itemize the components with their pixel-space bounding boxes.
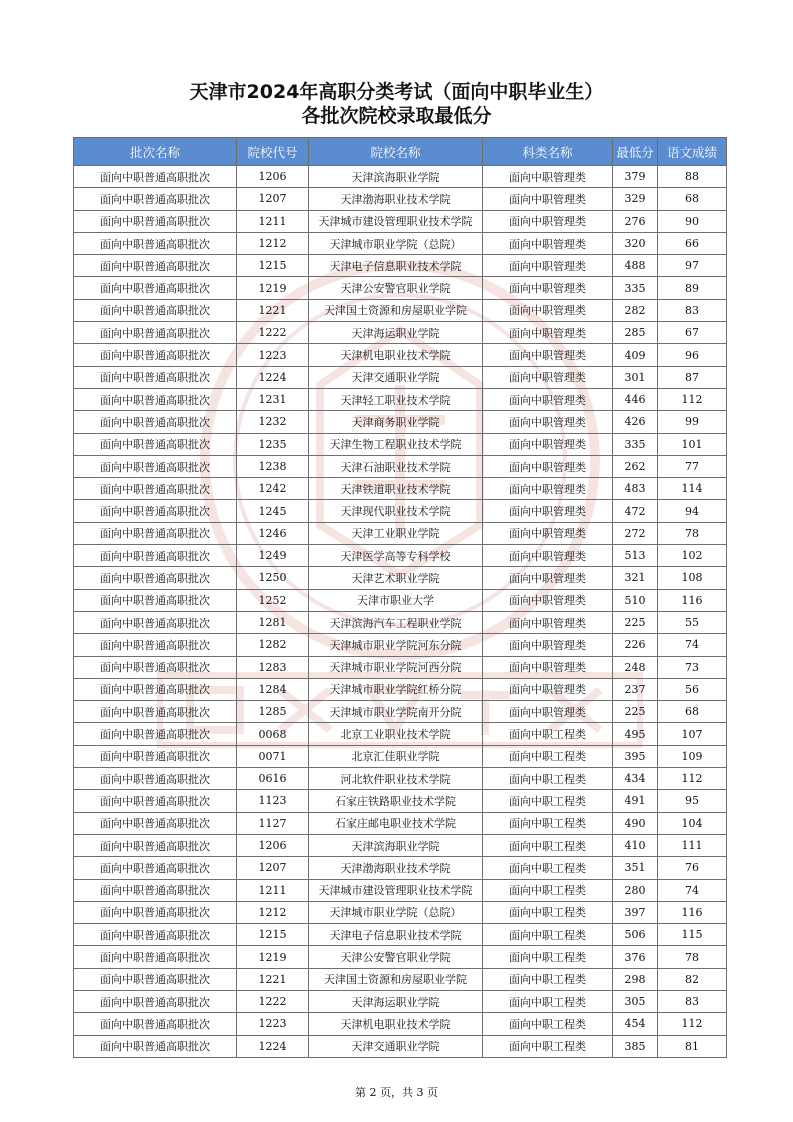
- cell-school-name: 天津公安警官职业学院: [309, 946, 483, 968]
- cell-batch: 面向中职普通高职批次: [74, 500, 237, 522]
- cell-min-score: 351: [613, 857, 658, 879]
- cell-school-name: 天津市职业大学: [309, 589, 483, 611]
- cell-chinese-score: 90: [658, 210, 727, 232]
- cell-school-name: 天津渤海职业技术学院: [309, 857, 483, 879]
- cell-min-score: 301: [613, 366, 658, 388]
- cell-min-score: 472: [613, 500, 658, 522]
- cell-school-name: 天津滨海职业学院: [309, 834, 483, 856]
- cell-category: 面向中职管理类: [483, 188, 613, 210]
- cell-school-name: 天津机电职业技术学院: [309, 344, 483, 366]
- cell-min-score: 320: [613, 232, 658, 254]
- cell-chinese-score: 81: [658, 1035, 727, 1057]
- page-footer: 第 2 页，共 3 页: [355, 1086, 438, 1099]
- cell-chinese-score: 78: [658, 522, 727, 544]
- cell-school-name: 天津城市职业学院（总院）: [309, 901, 483, 923]
- table-row: [74, 656, 727, 678]
- cell-chinese-score: 83: [658, 299, 727, 321]
- cell-chinese-score: 102: [658, 545, 727, 567]
- cell-school-code: 0071: [237, 745, 309, 767]
- table-row: [74, 879, 727, 901]
- table-row: [74, 411, 727, 433]
- table-row: [74, 366, 727, 388]
- cell-batch: 面向中职普通高职批次: [74, 545, 237, 567]
- cell-chinese-score: 112: [658, 388, 727, 410]
- cell-chinese-score: 68: [658, 701, 727, 723]
- table-row: [74, 812, 727, 834]
- cell-chinese-score: 78: [658, 946, 727, 968]
- cell-category: 面向中职管理类: [483, 611, 613, 633]
- cell-chinese-score: 96: [658, 344, 727, 366]
- cell-batch: 面向中职普通高职批次: [74, 701, 237, 723]
- table-row: [74, 188, 727, 210]
- cell-batch: 面向中职普通高职批次: [74, 277, 237, 299]
- cell-batch: 面向中职普通高职批次: [74, 589, 237, 611]
- cell-category: 面向中职管理类: [483, 277, 613, 299]
- cell-category: 面向中职工程类: [483, 924, 613, 946]
- table-row: [74, 455, 727, 477]
- cell-school-code: 1223: [237, 344, 309, 366]
- cell-batch: 面向中职普通高职批次: [74, 924, 237, 946]
- cell-category: 面向中职管理类: [483, 388, 613, 410]
- cell-chinese-score: 83: [658, 990, 727, 1012]
- cell-school-name: 天津医学高等专科学校: [309, 545, 483, 567]
- cell-batch: 面向中职普通高职批次: [74, 388, 237, 410]
- cell-min-score: 397: [613, 901, 658, 923]
- cell-school-name: 天津城市职业学院南开分院: [309, 701, 483, 723]
- table-row: [74, 745, 727, 767]
- cell-school-code: 1235: [237, 433, 309, 455]
- cell-batch: 面向中职普通高职批次: [74, 812, 237, 834]
- cell-batch: 面向中职普通高职批次: [74, 210, 237, 232]
- cell-category: 面向中职管理类: [483, 656, 613, 678]
- cell-school-code: 1219: [237, 277, 309, 299]
- cell-min-score: 237: [613, 678, 658, 700]
- cell-category: 面向中职管理类: [483, 545, 613, 567]
- cell-category: 面向中职工程类: [483, 879, 613, 901]
- cell-min-score: 376: [613, 946, 658, 968]
- cell-min-score: 446: [613, 388, 658, 410]
- table-row: [74, 299, 727, 321]
- cell-category: 面向中职管理类: [483, 678, 613, 700]
- cell-school-code: 1215: [237, 255, 309, 277]
- cell-category: 面向中职管理类: [483, 166, 613, 188]
- cell-category: 面向中职工程类: [483, 901, 613, 923]
- cell-chinese-score: 104: [658, 812, 727, 834]
- cell-batch: 面向中职普通高职批次: [74, 946, 237, 968]
- cell-school-name: 天津交通职业学院: [309, 1035, 483, 1057]
- column-header-category: 科类名称: [483, 138, 613, 166]
- table-row: [74, 500, 727, 522]
- cell-batch: 面向中职普通高职批次: [74, 299, 237, 321]
- table-row: [74, 968, 727, 990]
- cell-batch: 面向中职普通高职批次: [74, 188, 237, 210]
- cell-batch: 面向中职普通高职批次: [74, 678, 237, 700]
- table-row: [74, 678, 727, 700]
- column-header-min-score: 最低分: [613, 138, 658, 166]
- cell-school-code: 1207: [237, 188, 309, 210]
- cell-school-name: 石家庄铁路职业技术学院: [309, 790, 483, 812]
- cell-school-code: 1211: [237, 879, 309, 901]
- cell-chinese-score: 66: [658, 232, 727, 254]
- cell-category: 面向中职管理类: [483, 522, 613, 544]
- cell-batch: 面向中职普通高职批次: [74, 968, 237, 990]
- cell-category: 面向中职管理类: [483, 232, 613, 254]
- cell-chinese-score: 115: [658, 924, 727, 946]
- cell-min-score: 226: [613, 634, 658, 656]
- cell-school-name: 天津国土资源和房屋职业学院: [309, 299, 483, 321]
- cell-batch: 面向中职普通高职批次: [74, 255, 237, 277]
- cell-school-name: 天津机电职业技术学院: [309, 1013, 483, 1035]
- cell-school-name: 北京汇佳职业学院: [309, 745, 483, 767]
- table-row: [74, 545, 727, 567]
- cell-category: 面向中职工程类: [483, 1035, 613, 1057]
- cell-min-score: 385: [613, 1035, 658, 1057]
- cell-batch: 面向中职普通高职批次: [74, 634, 237, 656]
- cell-category: 面向中职工程类: [483, 990, 613, 1012]
- table-row: [74, 834, 727, 856]
- cell-school-code: 1250: [237, 567, 309, 589]
- cell-min-score: 513: [613, 545, 658, 567]
- page-subtitle: 各批次院校录取最低分: [301, 105, 492, 127]
- cell-school-name: 天津公安警官职业学院: [309, 277, 483, 299]
- cell-batch: 面向中职普通高职批次: [74, 344, 237, 366]
- cell-category: 面向中职工程类: [483, 812, 613, 834]
- cell-chinese-score: 56: [658, 678, 727, 700]
- cell-chinese-score: 116: [658, 901, 727, 923]
- cell-school-code: 1219: [237, 946, 309, 968]
- cell-batch: 面向中职普通高职批次: [74, 723, 237, 745]
- cell-school-code: 1221: [237, 299, 309, 321]
- cell-school-code: 1123: [237, 790, 309, 812]
- table-row: [74, 857, 727, 879]
- cell-chinese-score: 111: [658, 834, 727, 856]
- cell-category: 面向中职管理类: [483, 411, 613, 433]
- cell-min-score: 491: [613, 790, 658, 812]
- cell-chinese-score: 67: [658, 322, 727, 344]
- cell-school-code: 1206: [237, 834, 309, 856]
- table-row: [74, 478, 727, 500]
- cell-batch: 面向中职普通高职批次: [74, 834, 237, 856]
- cell-category: 面向中职工程类: [483, 1013, 613, 1035]
- cell-chinese-score: 101: [658, 433, 727, 455]
- cell-batch: 面向中职普通高职批次: [74, 411, 237, 433]
- table-row: [74, 611, 727, 633]
- table-row: [74, 701, 727, 723]
- table-row: [74, 255, 727, 277]
- cell-chinese-score: 112: [658, 1013, 727, 1035]
- cell-school-name: 天津城市职业学院红桥分院: [309, 678, 483, 700]
- cell-chinese-score: 87: [658, 366, 727, 388]
- cell-school-name: 天津石油职业技术学院: [309, 455, 483, 477]
- cell-school-name: 河北软件职业技术学院: [309, 768, 483, 790]
- cell-chinese-score: 76: [658, 857, 727, 879]
- cell-batch: 面向中职普通高职批次: [74, 790, 237, 812]
- table-row: [74, 790, 727, 812]
- cell-school-name: 天津生物工程职业技术学院: [309, 433, 483, 455]
- cell-chinese-score: 73: [658, 656, 727, 678]
- cell-min-score: 410: [613, 834, 658, 856]
- cell-school-code: 0616: [237, 768, 309, 790]
- cell-min-score: 395: [613, 745, 658, 767]
- cell-category: 面向中职管理类: [483, 433, 613, 455]
- cell-batch: 面向中职普通高职批次: [74, 990, 237, 1012]
- cell-min-score: 272: [613, 522, 658, 544]
- cell-school-code: 1231: [237, 388, 309, 410]
- cell-school-code: 1215: [237, 924, 309, 946]
- cell-school-code: 1224: [237, 366, 309, 388]
- cell-batch: 面向中职普通高职批次: [74, 433, 237, 455]
- cell-school-code: 1212: [237, 901, 309, 923]
- table-header-row: [74, 138, 727, 166]
- cell-min-score: 483: [613, 478, 658, 500]
- cell-min-score: 409: [613, 344, 658, 366]
- cell-school-name: 天津电子信息职业技术学院: [309, 255, 483, 277]
- table-row: [74, 232, 727, 254]
- table-row: [74, 433, 727, 455]
- table-body: [74, 166, 727, 1058]
- cell-chinese-score: 68: [658, 188, 727, 210]
- cell-chinese-score: 89: [658, 277, 727, 299]
- cell-category: 面向中职管理类: [483, 478, 613, 500]
- cell-category: 面向中职工程类: [483, 946, 613, 968]
- cell-min-score: 454: [613, 1013, 658, 1035]
- cell-school-name: 天津艺术职业学院: [309, 567, 483, 589]
- cell-batch: 面向中职普通高职批次: [74, 232, 237, 254]
- page-title: 天津市2024年高职分类考试（面向中职毕业生）: [189, 81, 604, 103]
- cell-min-score: 506: [613, 924, 658, 946]
- cell-category: 面向中职管理类: [483, 701, 613, 723]
- cell-school-name: 天津海运职业学院: [309, 322, 483, 344]
- cell-chinese-score: 116: [658, 589, 727, 611]
- table-row: [74, 522, 727, 544]
- cell-category: 面向中职工程类: [483, 834, 613, 856]
- cell-min-score: 510: [613, 589, 658, 611]
- table-row: [74, 1013, 727, 1035]
- table-row: [74, 277, 727, 299]
- cell-min-score: 335: [613, 433, 658, 455]
- cell-category: 面向中职管理类: [483, 500, 613, 522]
- cell-min-score: 426: [613, 411, 658, 433]
- cell-school-code: 1222: [237, 990, 309, 1012]
- table-row: [74, 990, 727, 1012]
- cell-min-score: 379: [613, 166, 658, 188]
- cell-school-code: 1127: [237, 812, 309, 834]
- cell-category: 面向中职管理类: [483, 210, 613, 232]
- cell-batch: 面向中职普通高职批次: [74, 522, 237, 544]
- cell-category: 面向中职工程类: [483, 745, 613, 767]
- cell-min-score: 490: [613, 812, 658, 834]
- cell-min-score: 495: [613, 723, 658, 745]
- cell-batch: 面向中职普通高职批次: [74, 901, 237, 923]
- cell-batch: 面向中职普通高职批次: [74, 745, 237, 767]
- cell-chinese-score: 97: [658, 255, 727, 277]
- table-row: [74, 946, 727, 968]
- cell-chinese-score: 107: [658, 723, 727, 745]
- cell-category: 面向中职管理类: [483, 366, 613, 388]
- table-row: [74, 924, 727, 946]
- cell-school-name: 天津渤海职业技术学院: [309, 188, 483, 210]
- cell-category: 面向中职管理类: [483, 589, 613, 611]
- cell-school-code: 1207: [237, 857, 309, 879]
- cell-batch: 面向中职普通高职批次: [74, 166, 237, 188]
- cell-school-code: 0068: [237, 723, 309, 745]
- cell-school-name: 天津滨海汽车工程职业学院: [309, 611, 483, 633]
- table-row: [74, 322, 727, 344]
- cell-batch: 面向中职普通高职批次: [74, 611, 237, 633]
- table-row: [74, 210, 727, 232]
- cell-school-code: 1211: [237, 210, 309, 232]
- cell-min-score: 335: [613, 277, 658, 299]
- cell-school-code: 1223: [237, 1013, 309, 1035]
- table-row: [74, 1035, 727, 1057]
- cell-category: 面向中职管理类: [483, 634, 613, 656]
- cell-chinese-score: 88: [658, 166, 727, 188]
- cell-school-name: 石家庄邮电职业技术学院: [309, 812, 483, 834]
- cell-school-code: 1242: [237, 478, 309, 500]
- cell-category: 面向中职工程类: [483, 723, 613, 745]
- cell-min-score: 285: [613, 322, 658, 344]
- cell-min-score: 329: [613, 188, 658, 210]
- cell-category: 面向中职管理类: [483, 344, 613, 366]
- cell-school-name: 天津铁道职业技术学院: [309, 478, 483, 500]
- cell-batch: 面向中职普通高职批次: [74, 1035, 237, 1057]
- cell-school-code: 1224: [237, 1035, 309, 1057]
- cell-chinese-score: 77: [658, 455, 727, 477]
- cell-category: 面向中职管理类: [483, 455, 613, 477]
- cell-school-name: 天津工业职业学院: [309, 522, 483, 544]
- cell-school-code: 1238: [237, 455, 309, 477]
- cell-chinese-score: 94: [658, 500, 727, 522]
- table-row: [74, 166, 727, 188]
- cell-chinese-score: 108: [658, 567, 727, 589]
- cell-batch: 面向中职普通高职批次: [74, 455, 237, 477]
- cell-school-name: 天津海运职业学院: [309, 990, 483, 1012]
- cell-min-score: 282: [613, 299, 658, 321]
- cell-chinese-score: 82: [658, 968, 727, 990]
- cell-min-score: 298: [613, 968, 658, 990]
- cell-school-name: 天津城市建设管理职业技术学院: [309, 879, 483, 901]
- cell-school-code: 1246: [237, 522, 309, 544]
- cell-min-score: 276: [613, 210, 658, 232]
- cell-category: 面向中职管理类: [483, 255, 613, 277]
- cell-chinese-score: 95: [658, 790, 727, 812]
- cell-school-name: 天津现代职业技术学院: [309, 500, 483, 522]
- cell-batch: 面向中职普通高职批次: [74, 879, 237, 901]
- cell-min-score: 305: [613, 990, 658, 1012]
- cell-batch: 面向中职普通高职批次: [74, 656, 237, 678]
- cell-batch: 面向中职普通高职批次: [74, 366, 237, 388]
- column-header-batch: 批次名称: [74, 138, 237, 166]
- cell-min-score: 488: [613, 255, 658, 277]
- cell-batch: 面向中职普通高职批次: [74, 857, 237, 879]
- cell-school-name: 天津城市建设管理职业技术学院: [309, 210, 483, 232]
- cell-category: 面向中职管理类: [483, 322, 613, 344]
- column-header-school-code: 院校代号: [237, 138, 309, 166]
- cell-school-name: 天津城市职业学院河东分院: [309, 634, 483, 656]
- cell-batch: 面向中职普通高职批次: [74, 567, 237, 589]
- cell-school-code: 1249: [237, 545, 309, 567]
- cell-batch: 面向中职普通高职批次: [74, 1013, 237, 1035]
- cell-school-name: 天津城市职业学院河西分院: [309, 656, 483, 678]
- cell-school-name: 北京工业职业技术学院: [309, 723, 483, 745]
- cell-min-score: 434: [613, 768, 658, 790]
- cell-school-code: 1281: [237, 611, 309, 633]
- table-row: [74, 388, 727, 410]
- cell-school-code: 1245: [237, 500, 309, 522]
- cell-min-score: 262: [613, 455, 658, 477]
- cell-min-score: 321: [613, 567, 658, 589]
- cell-chinese-score: 74: [658, 879, 727, 901]
- cell-min-score: 248: [613, 656, 658, 678]
- cell-school-code: 1285: [237, 701, 309, 723]
- cell-school-code: 1282: [237, 634, 309, 656]
- cell-chinese-score: 99: [658, 411, 727, 433]
- column-header-school-name: 院校名称: [309, 138, 483, 166]
- table-row: [74, 344, 727, 366]
- cell-chinese-score: 109: [658, 745, 727, 767]
- cell-category: 面向中职工程类: [483, 857, 613, 879]
- cell-school-code: 1232: [237, 411, 309, 433]
- cell-school-name: 天津国土资源和房屋职业学院: [309, 968, 483, 990]
- cell-school-name: 天津轻工职业技术学院: [309, 388, 483, 410]
- cell-school-code: 1222: [237, 322, 309, 344]
- cell-chinese-score: 55: [658, 611, 727, 633]
- cell-school-code: 1221: [237, 968, 309, 990]
- cell-chinese-score: 114: [658, 478, 727, 500]
- cell-school-name: 天津商务职业学院: [309, 411, 483, 433]
- cell-batch: 面向中职普通高职批次: [74, 768, 237, 790]
- table-row: [74, 634, 727, 656]
- table-row: [74, 589, 727, 611]
- cell-batch: 面向中职普通高职批次: [74, 322, 237, 344]
- cell-category: 面向中职管理类: [483, 299, 613, 321]
- cell-school-name: 天津交通职业学院: [309, 366, 483, 388]
- cell-school-code: 1283: [237, 656, 309, 678]
- cell-category: 面向中职工程类: [483, 768, 613, 790]
- table-row: [74, 723, 727, 745]
- cell-batch: 面向中职普通高职批次: [74, 478, 237, 500]
- table-row: [74, 567, 727, 589]
- cell-min-score: 280: [613, 879, 658, 901]
- cell-school-code: 1212: [237, 232, 309, 254]
- cell-school-code: 1252: [237, 589, 309, 611]
- cell-min-score: 225: [613, 611, 658, 633]
- cell-category: 面向中职工程类: [483, 968, 613, 990]
- table-row: [74, 768, 727, 790]
- cell-school-name: 天津滨海职业学院: [309, 166, 483, 188]
- cell-school-name: 天津电子信息职业技术学院: [309, 924, 483, 946]
- column-header-chinese-score: 语文成绩: [658, 138, 727, 166]
- cell-school-code: 1284: [237, 678, 309, 700]
- cell-category: 面向中职工程类: [483, 790, 613, 812]
- table-row: [74, 901, 727, 923]
- cell-school-code: 1206: [237, 166, 309, 188]
- cell-chinese-score: 74: [658, 634, 727, 656]
- cell-category: 面向中职管理类: [483, 567, 613, 589]
- cell-school-name: 天津城市职业学院（总院）: [309, 232, 483, 254]
- admission-score-table: [73, 137, 727, 1058]
- cell-min-score: 225: [613, 701, 658, 723]
- cell-chinese-score: 112: [658, 768, 727, 790]
